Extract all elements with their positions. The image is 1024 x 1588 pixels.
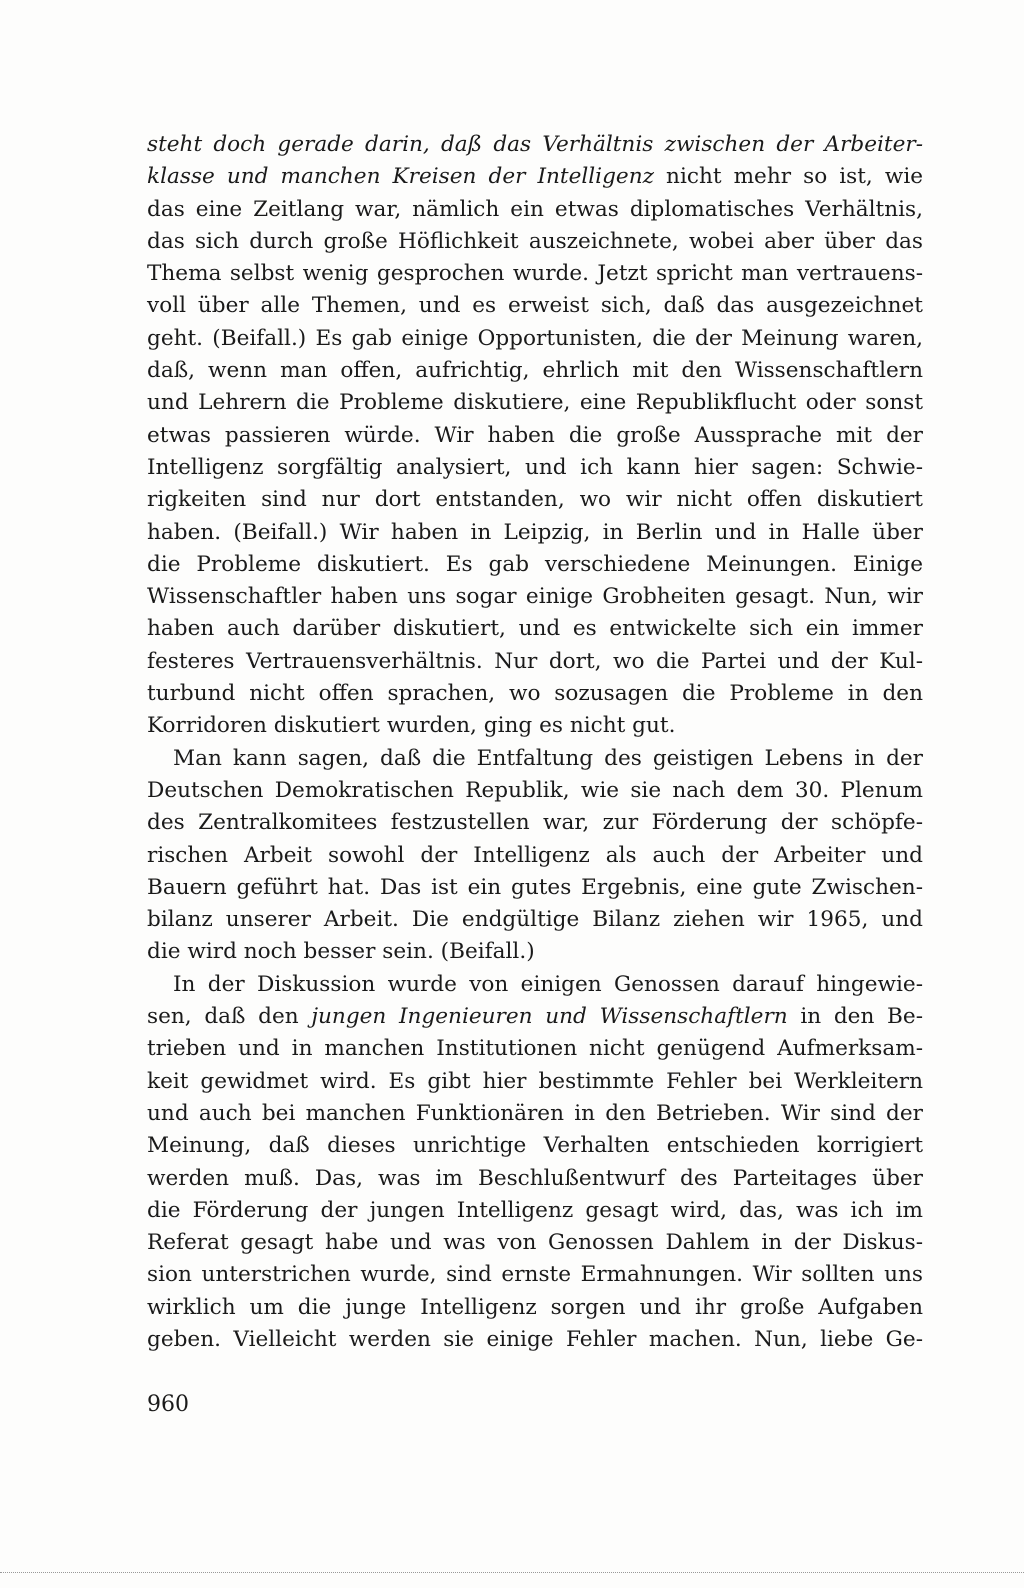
text-line — [147, 1098, 923, 1130]
text-line — [147, 420, 923, 452]
italic-text: klasse und manchen Kreisen der Intelligenz — [147, 164, 654, 190]
italic-text: jungen Ingenieuren und Wissenschaftlern — [311, 1004, 788, 1030]
text-line — [147, 1066, 923, 1098]
text-segment: Intelligenz sorgfältig analysiert, und ich kann hier sagen: Schwie- — [147, 454, 923, 480]
text-line — [147, 613, 923, 645]
text-segment: das eine Zeitlang war, nämlich ein etwas diplomatisches Verhältnis, — [147, 196, 923, 222]
text-line — [147, 1259, 923, 1291]
text-line — [147, 1324, 923, 1356]
text-segment: die Förderung der jungen Intelligenz gesagt wird, das, was ich im — [147, 1197, 923, 1223]
text-line — [147, 549, 923, 581]
text-line — [147, 290, 923, 322]
text-segment: Thema selbst wenig gesprochen wurde. Jetzt spricht man vertrauens- — [147, 261, 923, 287]
text-line — [147, 710, 923, 742]
text-line — [147, 161, 923, 193]
text-line — [147, 872, 923, 904]
text-segment: in den Be- — [787, 1004, 923, 1030]
text-line — [147, 484, 923, 516]
text-segment: keit gewidmet wird. Es gibt hier bestimmte Fehler bei Werkleitern — [147, 1068, 923, 1094]
text-segment: haben. (Beifall.) Wir haben in Leipzig, in Berlin und in Halle über — [147, 519, 923, 545]
text-segment: turbund nicht offen sprachen, wo sozusagen die Probleme in den — [147, 681, 923, 707]
text-segment: Meinung, daß dieses unrichtige Verhalten entschieden korrigiert — [147, 1133, 923, 1159]
text-line — [147, 517, 923, 549]
text-line — [147, 807, 923, 839]
text-line — [147, 1033, 923, 1065]
text-line — [147, 1195, 923, 1227]
text-segment: wirklich um die junge Intelligenz sorgen und ihr große Aufgaben — [147, 1294, 923, 1320]
text-segment: Deutschen Demokratischen Republik, wie sie nach dem 30. Plenum — [147, 777, 923, 803]
text-line — [147, 743, 923, 775]
text-line — [147, 258, 923, 290]
text-segment: sion unterstrichen wurde, sind ernste Ermahnungen. Wir sollten uns — [147, 1262, 923, 1288]
text-segment: nicht mehr so ist, wie — [653, 164, 923, 190]
text-line — [147, 194, 923, 226]
text-segment: Bauern geführt hat. Das ist ein gutes Ergebnis, eine gute Zwischen- — [147, 874, 923, 900]
text-line — [147, 646, 923, 678]
text-segment: und Lehrern die Probleme diskutiere, eine Republikflucht oder sonst — [147, 390, 923, 416]
text-line — [147, 1130, 923, 1162]
text-line — [147, 840, 923, 872]
text-segment: bilanz unserer Arbeit. Die endgültige Bilanz ziehen wir 1965, und — [147, 907, 923, 933]
text-line — [147, 1292, 923, 1324]
text-segment: werden muß. Das, was im Beschlußentwurf des Parteitages über — [147, 1165, 923, 1191]
text-segment: rigkeiten sind nur dort entstanden, wo wir nicht offen diskutiert — [147, 487, 923, 513]
text-segment: In der Diskussion wurde von einigen Genossen darauf hingewie- — [173, 971, 923, 997]
text-line — [147, 452, 923, 484]
text-line — [147, 1227, 923, 1259]
text-segment: Korridoren diskutiert wurden, ging es nicht gut. — [147, 713, 676, 739]
text-segment: voll über alle Themen, und es erweist sich, daß das ausgezeichnet — [147, 293, 923, 319]
text-line — [147, 936, 923, 968]
text-line — [147, 387, 923, 419]
page-number: 960 — [147, 1392, 189, 1417]
text-segment: festeres Vertrauensverhältnis. Nur dort, wo die Partei und der Kul- — [147, 648, 923, 674]
text-segment: etwas passieren würde. Wir haben die große Aussprache mit der — [147, 422, 923, 448]
italic-text: steht doch gerade darin, daß das Verhältnis zwischen der Arbeiter- — [147, 132, 923, 157]
text-line — [147, 355, 923, 387]
text-segment: daß, wenn man offen, aufrichtig, ehrlich mit den Wissenschaftlern — [147, 358, 923, 384]
text-segment: das sich durch große Höflichkeit auszeichnete, wobei aber über das — [147, 228, 923, 254]
text-segment: die wird noch besser sein. (Beifall.) — [147, 939, 535, 965]
text-line — [147, 904, 923, 936]
text-segment: sen, daß den — [147, 1004, 312, 1030]
text-line — [147, 581, 923, 613]
text-line — [147, 1001, 923, 1033]
text-segment: geben. Vielleicht werden sie einige Fehler machen. Nun, liebe Ge- — [147, 1326, 923, 1352]
text-line — [147, 775, 923, 807]
text-segment: die Probleme diskutiert. Es gab verschiedene Meinungen. Einige — [147, 551, 923, 577]
text-segment: geht. (Beifall.) Es gab einige Opportunisten, die der Meinung waren, — [147, 325, 923, 351]
text-segment: Wissenschaftler haben uns sogar einige Grobheiten gesagt. Nun, wir — [147, 584, 923, 610]
text-segment: rischen Arbeit sowohl der Intelligenz als auch der Arbeiter und — [147, 842, 923, 868]
text-segment: Referat gesagt habe und was von Genossen Dahlem in der Diskus- — [147, 1230, 923, 1256]
text-segment: des Zentralkomitees festzustellen war, zur Förderung der schöpfe- — [147, 810, 923, 836]
text-segment: Man kann sagen, daß die Entfaltung des geistigen Lebens in der — [173, 745, 923, 771]
text-line — [147, 129, 923, 161]
scan-edge — [0, 1572, 1024, 1575]
text-line — [147, 969, 923, 1001]
body-text — [147, 129, 923, 1356]
text-line — [147, 1163, 923, 1195]
text-line — [147, 226, 923, 258]
text-segment: haben auch darüber diskutiert, und es entwickelte sich ein immer — [147, 616, 923, 642]
text-segment: trieben und in manchen Institutionen nicht genügend Aufmerksam- — [147, 1036, 923, 1062]
text-line — [147, 678, 923, 710]
text-line — [147, 323, 923, 355]
text-segment: und auch bei manchen Funktionären in den Betrieben. Wir sind der — [147, 1100, 923, 1126]
